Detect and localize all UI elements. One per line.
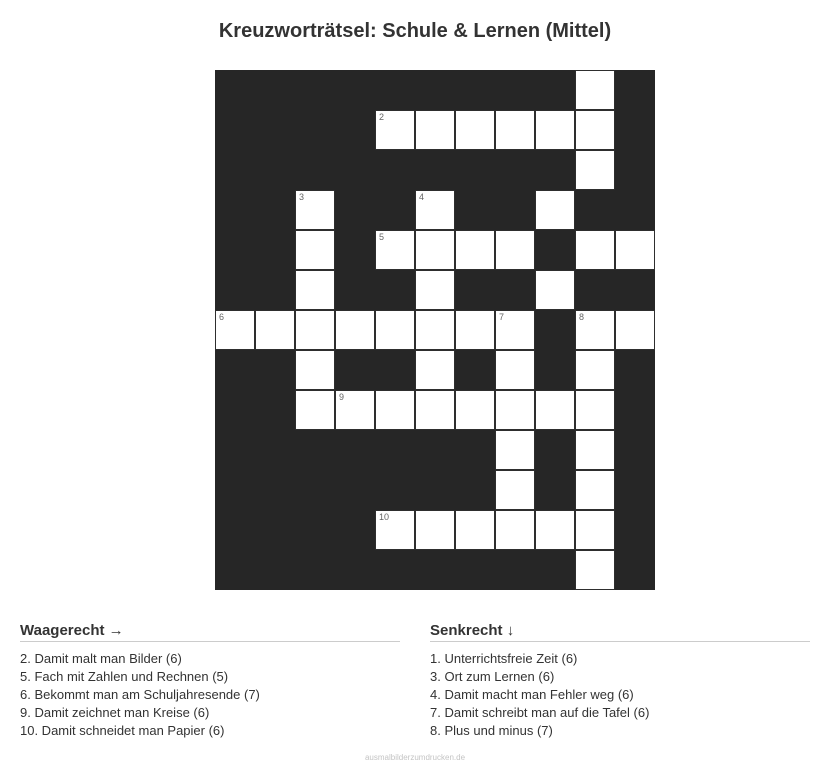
black-cell: [215, 190, 255, 230]
answer-cell[interactable]: [495, 110, 535, 150]
black-cell: [615, 510, 655, 550]
black-cell: [215, 350, 255, 390]
black-cell: [615, 270, 655, 310]
black-cell: [335, 150, 375, 190]
down-clue: 4. Damit macht man Fehler weg (6): [430, 687, 634, 702]
answer-cell[interactable]: [295, 390, 335, 430]
black-cell: [215, 550, 255, 590]
answer-cell[interactable]: [455, 230, 495, 270]
black-cell: [455, 150, 495, 190]
answer-cell[interactable]: [575, 150, 615, 190]
down-clues: [430, 622, 810, 740]
black-cell: [375, 270, 415, 310]
black-cell: [335, 510, 375, 550]
across-clue: 5. Fach mit Zahlen und Rechnen (5): [20, 669, 229, 684]
puzzle-title: Kreuzworträtsel: Schule & Lernen (Mittel): [218, 20, 612, 42]
black-cell: [335, 270, 375, 310]
black-cell: [295, 470, 335, 510]
black-cell: [215, 110, 255, 150]
black-cell: [415, 150, 455, 190]
black-cell: [535, 470, 575, 510]
black-cell: [455, 190, 495, 230]
answer-cell[interactable]: [295, 270, 335, 310]
black-cell: [615, 190, 655, 230]
black-cell: [495, 150, 535, 190]
black-cell: [375, 70, 415, 110]
black-cell: [375, 190, 415, 230]
answer-cell[interactable]: [575, 550, 615, 590]
black-cell: [215, 510, 255, 550]
black-cell: [335, 430, 375, 470]
black-cell: [215, 390, 255, 430]
answer-cell[interactable]: [455, 510, 495, 550]
black-cell: [495, 70, 535, 110]
answer-cell[interactable]: [295, 190, 335, 230]
black-cell: [215, 150, 255, 190]
clue-number: 9: [339, 392, 345, 402]
across-clue: 9. Damit zeichnet man Kreise (6): [20, 705, 210, 720]
clue-number: 2: [379, 112, 385, 122]
answer-cell[interactable]: [455, 310, 495, 350]
answer-cell[interactable]: [415, 350, 455, 390]
black-cell: [415, 550, 455, 590]
black-cell: [615, 150, 655, 190]
answer-cell[interactable]: [415, 390, 455, 430]
across-clue: 6. Bekommt man am Schuljahresende (7): [20, 687, 260, 702]
across-clues: [20, 622, 400, 740]
answer-cell[interactable]: [295, 350, 335, 390]
black-cell: [535, 430, 575, 470]
answer-cell[interactable]: [575, 350, 615, 390]
black-cell: [215, 70, 255, 110]
black-cell: [375, 550, 415, 590]
black-cell: [375, 350, 415, 390]
answer-cell[interactable]: [335, 390, 375, 430]
black-cell: [615, 70, 655, 110]
answer-cell[interactable]: [415, 190, 455, 230]
answer-cell[interactable]: [255, 310, 295, 350]
black-cell: [255, 70, 295, 110]
black-cell: [335, 230, 375, 270]
black-cell: [255, 390, 295, 430]
answer-cell[interactable]: [575, 510, 615, 550]
black-cell: [455, 70, 495, 110]
black-cell: [375, 150, 415, 190]
black-cell: [215, 230, 255, 270]
black-cell: [535, 150, 575, 190]
black-cell: [215, 430, 255, 470]
answer-cell[interactable]: [575, 390, 615, 430]
answer-cell[interactable]: [415, 230, 455, 270]
black-cell: [335, 470, 375, 510]
clue-number: 3: [299, 192, 305, 202]
black-cell: [335, 550, 375, 590]
black-cell: [575, 190, 615, 230]
answer-cell[interactable]: [495, 470, 535, 510]
black-cell: [215, 270, 255, 310]
black-cell: [535, 230, 575, 270]
clue-number: 10: [379, 512, 390, 522]
answer-cell[interactable]: [535, 110, 575, 150]
across-heading: Waagerecht →: [20, 622, 400, 642]
clue-number: 7: [499, 312, 505, 322]
black-cell: [455, 350, 495, 390]
black-cell: [415, 70, 455, 110]
answer-cell[interactable]: [495, 430, 535, 470]
down-heading: Senkrecht ↓: [430, 622, 810, 642]
answer-cell[interactable]: [215, 310, 255, 350]
answer-cell[interactable]: [415, 310, 455, 350]
black-cell: [255, 510, 295, 550]
down-clue: 3. Ort zum Lernen (6): [430, 669, 555, 684]
black-cell: [335, 110, 375, 150]
black-cell: [375, 470, 415, 510]
answer-cell[interactable]: [415, 110, 455, 150]
answer-cell[interactable]: [295, 310, 335, 350]
answer-cell[interactable]: [535, 390, 575, 430]
answer-cell[interactable]: [535, 510, 575, 550]
answer-cell[interactable]: [575, 70, 615, 110]
answer-cell[interactable]: [575, 430, 615, 470]
answer-cell[interactable]: [495, 510, 535, 550]
answer-cell[interactable]: [415, 510, 455, 550]
black-cell: [495, 550, 535, 590]
answer-cell[interactable]: [615, 310, 655, 350]
black-cell: [335, 350, 375, 390]
answer-cell[interactable]: [375, 310, 415, 350]
answer-cell[interactable]: [335, 310, 375, 350]
answer-cell[interactable]: [575, 110, 615, 150]
black-cell: [615, 110, 655, 150]
across-clue: 2. Damit malt man Bilder (6): [20, 651, 182, 666]
black-cell: [335, 70, 375, 110]
answer-cell[interactable]: [615, 230, 655, 270]
black-cell: [255, 270, 295, 310]
answer-cell[interactable]: [535, 270, 575, 310]
black-cell: [255, 470, 295, 510]
answer-cell[interactable]: [495, 390, 535, 430]
across-clue: 10. Damit schneidet man Papier (6): [20, 723, 225, 738]
black-cell: [495, 190, 535, 230]
clue-number: 6: [219, 312, 225, 322]
answer-cell[interactable]: [375, 390, 415, 430]
black-cell: [295, 550, 335, 590]
clue-number: 5: [379, 232, 385, 242]
down-clue: 7. Damit schreibt man auf die Tafel (6): [430, 705, 650, 720]
black-cell: [255, 430, 295, 470]
answer-cell[interactable]: [455, 110, 495, 150]
down-clue: 8. Plus und minus (7): [430, 723, 553, 738]
black-cell: [615, 470, 655, 510]
black-cell: [535, 550, 575, 590]
answer-cell[interactable]: [455, 390, 495, 430]
black-cell: [495, 270, 535, 310]
black-cell: [535, 350, 575, 390]
black-cell: [255, 230, 295, 270]
answer-cell[interactable]: [535, 190, 575, 230]
black-cell: [295, 510, 335, 550]
black-cell: [415, 470, 455, 510]
black-cell: [255, 350, 295, 390]
black-cell: [455, 550, 495, 590]
crossword-grid: [215, 70, 615, 590]
black-cell: [535, 70, 575, 110]
black-cell: [535, 310, 575, 350]
black-cell: [335, 190, 375, 230]
black-cell: [455, 470, 495, 510]
black-cell: [255, 110, 295, 150]
black-cell: [615, 550, 655, 590]
clue-number: 4: [419, 192, 425, 202]
black-cell: [415, 430, 455, 470]
answer-cell[interactable]: [575, 230, 615, 270]
black-cell: [295, 430, 335, 470]
answer-cell[interactable]: [375, 230, 415, 270]
answer-cell[interactable]: [495, 230, 535, 270]
answer-cell[interactable]: [295, 230, 335, 270]
black-cell: [295, 150, 335, 190]
black-cell: [615, 430, 655, 470]
black-cell: [375, 430, 415, 470]
black-cell: [455, 270, 495, 310]
clue-number: 8: [579, 312, 585, 322]
black-cell: [615, 390, 655, 430]
answer-cell[interactable]: [495, 310, 535, 350]
black-cell: [455, 430, 495, 470]
black-cell: [575, 270, 615, 310]
down-clue: 1. Unterrichtsfreie Zeit (6): [430, 651, 578, 666]
answer-cell[interactable]: [495, 350, 535, 390]
answer-cell[interactable]: [575, 470, 615, 510]
footer-watermark: ausmalbilderzumdrucken.de: [364, 753, 466, 762]
black-cell: [295, 70, 335, 110]
answer-cell[interactable]: [575, 310, 615, 350]
black-cell: [215, 470, 255, 510]
answer-cell[interactable]: [375, 110, 415, 150]
black-cell: [255, 150, 295, 190]
answer-cell[interactable]: [415, 270, 455, 310]
black-cell: [255, 190, 295, 230]
black-cell: [255, 550, 295, 590]
answer-cell[interactable]: [375, 510, 415, 550]
black-cell: [295, 110, 335, 150]
black-cell: [615, 350, 655, 390]
